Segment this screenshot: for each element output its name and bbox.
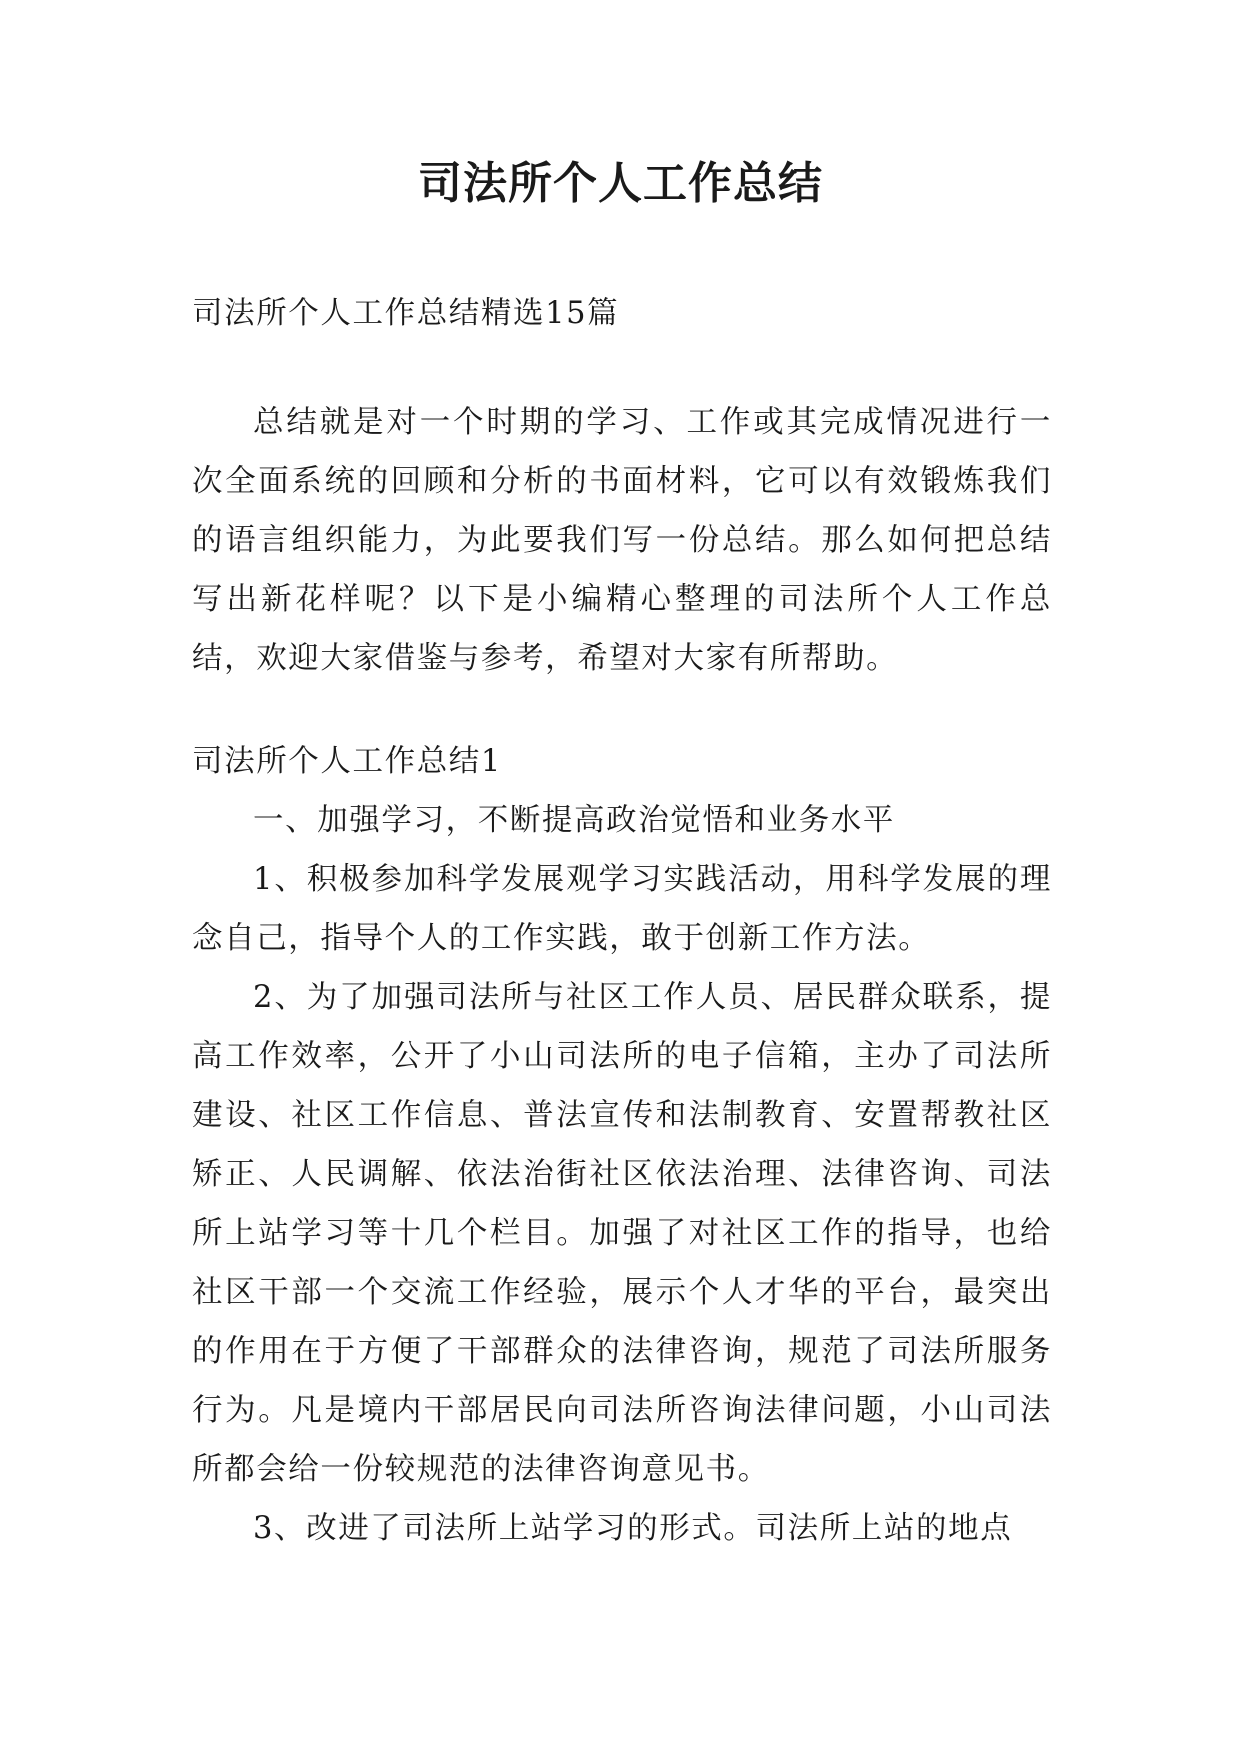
document-title: 司法所个人工作总结 [418,158,823,209]
intro-paragraph: 总结就是对一个时期的学习、工作或其完成情况进行一次全面系统的回顾和分析的书面材料，它可以有效锻炼我们的语言组织能力，为此要我们写一份总结。那么如何把总结写出新花样呢？以下是小编精心整理的司法所个人工作总结，欢迎大家借鉴与参考，希望对大家有所帮助。 [192,405,1052,676]
document-body [192,284,1052,1558]
document-subtitle: 司法所个人工作总结精选15篇 [192,296,620,331]
body-paragraph-2: 1、积极参加科学发展观学习实践活动，用科学发展的理念自己，指导个人的工作实践，敢于创新工作方法。 [192,862,1052,956]
body-paragraph-3: 2、为了加强司法所与社区工作人员、居民群众联系，提高工作效率，公开了小山司法所的电子信箱，主办了司法所建设、社区工作信息、普法宣传和法制教育、安置帮教社区矫正、人民调解、依法治街社区依法治理、法律咨询、司法所上站学习等十几个栏目。加强了对社区工作的指导，也给社区干部一个交流工作经验，展示个人才华的平台，最突出的作用在于方便了干部群众的法律咨询，规范了司法所服务行为。凡是境内干部居民向司法所咨询法律问题，小山司法所都会给一份较规范的法律咨询意见书。 [192,980,1052,1487]
body-paragraph-1: 一、加强学习，不断提高政治觉悟和业务水平 [253,803,895,838]
section-heading: 司法所个人工作总结1 [192,744,502,779]
body-paragraph-4: 3、改进了司法所上站学习的形式。司法所上站的地点 [253,1511,1013,1546]
